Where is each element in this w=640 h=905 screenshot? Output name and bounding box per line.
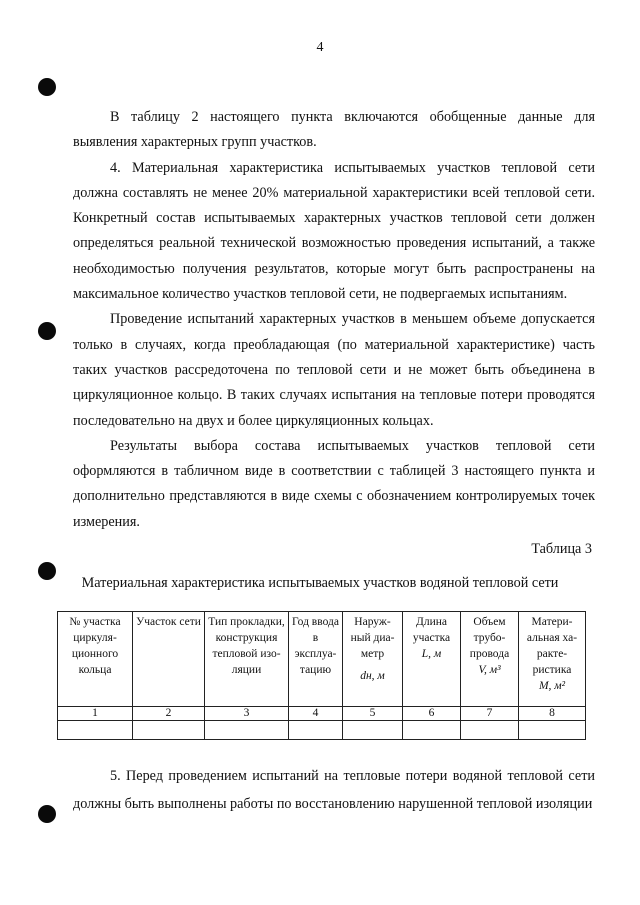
header-material-characteristic-unit: M, м² bbox=[538, 680, 566, 692]
material-characteristic-table bbox=[57, 611, 586, 740]
column-number: 2 bbox=[133, 707, 205, 721]
header-section-length: Длина участка L, м bbox=[403, 612, 461, 707]
table-cell bbox=[519, 721, 586, 740]
header-outer-diameter-unit: dн, м bbox=[360, 670, 385, 682]
header-section-length-unit: L, м bbox=[421, 648, 442, 660]
column-number: 3 bbox=[205, 707, 289, 721]
column-number: 5 bbox=[343, 707, 403, 721]
column-number: 8 bbox=[519, 707, 586, 721]
header-material-characteristic: Матери-альная ха-ракте-ристика M, м² bbox=[519, 612, 586, 707]
header-network-section: Участок сети bbox=[133, 612, 205, 707]
bottom-text bbox=[73, 762, 595, 818]
table-cell bbox=[205, 721, 289, 740]
paragraph-1: В таблицу 2 настоящего пункта включаются обобщенные данные для выявления характерных групп участков. bbox=[73, 109, 595, 151]
paragraph-5: 5. Перед проведением испытаний на тепловые потери водяной тепловой сети должны быть выполнены работы по восстановлению нарушенной тепловой изоляции bbox=[73, 768, 595, 812]
header-commissioning-year: Год ввода в эксплуа-тацию bbox=[289, 612, 343, 707]
column-number: 4 bbox=[289, 707, 343, 721]
table-row bbox=[58, 721, 586, 740]
paragraph-3: Проведение испытаний характерных участков в меньшем объеме допускается только в случаях, когда преобладающая (по материальной характеристике) часть таких участков рассредоточена по тепловой сети и не может быть объединена в циркуляционное кольцо. В таких случаях испытания на тепловые потери проводятся последовательно на двух и более циркуляционных кольцах. bbox=[73, 311, 595, 429]
body-text bbox=[73, 105, 595, 535]
table-cell bbox=[58, 721, 133, 740]
column-number: 7 bbox=[461, 707, 519, 721]
header-outer-diameter: Наруж-ный диа-метр dн, м bbox=[343, 612, 403, 707]
table-cell bbox=[133, 721, 205, 740]
page-number: 4 bbox=[316, 40, 324, 55]
table-cell bbox=[403, 721, 461, 740]
header-pipeline-volume: Объем трубо-провода V, м³ bbox=[461, 612, 519, 707]
paragraph-4: Результаты выбора состава испытываемых участков тепловой сети оформляются в табличном виде в соответствии с таблицей 3 настоящего пункта и дополнительно представляются в виде схемы с обозначением контролируемых точек измерения. bbox=[73, 437, 595, 530]
header-laying-type: Тип прокладки, конструкция тепловой изо-ляции bbox=[205, 612, 289, 707]
table-label: Таблица 3 bbox=[531, 541, 592, 557]
punch-hole-mark bbox=[38, 322, 56, 340]
punch-hole-mark bbox=[38, 805, 56, 823]
table-cell bbox=[461, 721, 519, 740]
column-number: 1 bbox=[58, 707, 133, 721]
table-number-row bbox=[58, 707, 586, 721]
header-circuit-section-number: № участка циркуля-ционного кольца bbox=[58, 612, 133, 707]
table-cell bbox=[343, 721, 403, 740]
punch-hole-mark bbox=[38, 78, 56, 96]
table-header-row bbox=[58, 612, 586, 707]
table-caption: Материальная характеристика испытываемых участков водяной тепловой сети bbox=[81, 575, 559, 591]
column-number: 6 bbox=[403, 707, 461, 721]
table-cell bbox=[289, 721, 343, 740]
paragraph-2: 4. Материальная характеристика испытываемых участков тепловой сети должна составлять не менее 20% материальной характеристики всей тепловой сети. Конкретный состав испытываемых характерных участков тепловой сети должен определяться реальной технической возможностью проведения испытаний, а также необходимостью получения результатов, которые могут быть распространены на максимальное количество участков тепловой сети, не подвергаемых испытаниям. bbox=[73, 159, 595, 303]
header-pipeline-volume-unit: V, м³ bbox=[478, 664, 501, 676]
